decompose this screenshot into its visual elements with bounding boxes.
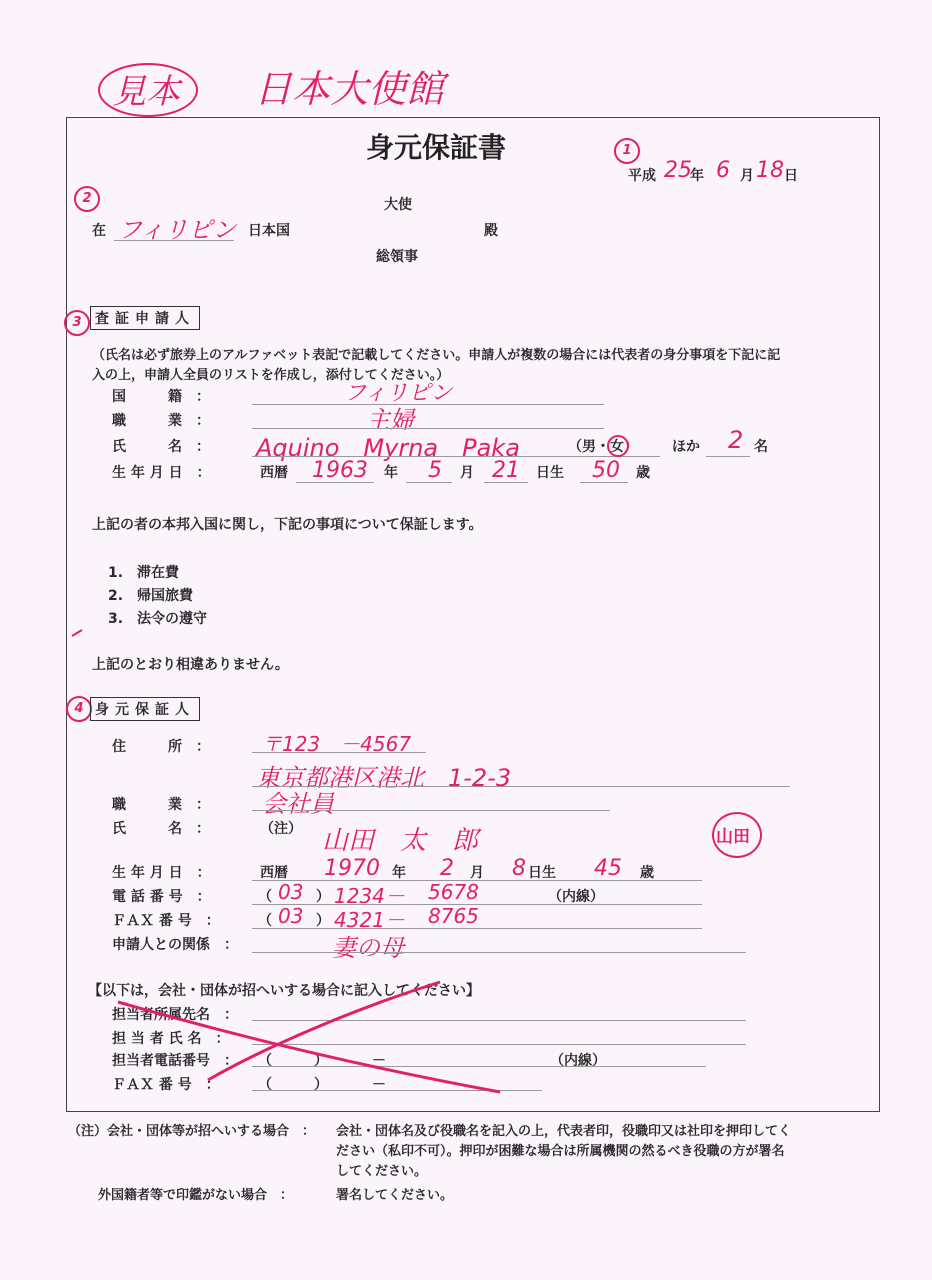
guarantor-fax-mid[interactable]: 4321－ (334, 908, 405, 932)
guarantor-birth-label: 生 年 月 日 ： (112, 865, 211, 881)
applicant-nationality-label: 国 籍 ： (112, 389, 210, 405)
page-title: 身元保証書 (366, 131, 507, 164)
date-era: 平成 (628, 168, 656, 184)
guarantor-tel-close: ） (316, 889, 330, 905)
company-tel-paren: （ ） (258, 1053, 328, 1069)
applicant-name-label: 氏 名 ： (112, 439, 210, 455)
company-fax-dash: － (372, 1077, 386, 1093)
guarantor-tel-last[interactable]: 5678 (428, 880, 479, 904)
date-year: 25 (664, 158, 692, 183)
applicant-nen: 年 (384, 465, 398, 481)
guarantee-intro: 上記の者の本邦入国に関し，下記の事項について保証します。 (92, 517, 483, 533)
company-person-label: 担 当 者 氏 名 ： (112, 1031, 230, 1047)
note1-line2: ださい（私印不可）。押印が困難な場合は所属機関の然るべき役職の方が署名 (336, 1144, 785, 1159)
applicant-age[interactable]: 50 (592, 458, 620, 483)
guarantor-birth-month[interactable]: 2 (440, 856, 454, 881)
applicant-others-count[interactable]: 2 (728, 426, 744, 454)
marker-2: 2 (74, 186, 100, 212)
applicant-umare: 日生 (536, 465, 564, 481)
applicant-heading: 査証申請人 (90, 306, 200, 330)
note1-line3: してください。 (336, 1164, 428, 1179)
marker-3: 3 (64, 310, 90, 336)
guarantor-naisen: （内線） (548, 889, 604, 905)
company-heading: 【以下は，会社・団体が招へいする場合に記入してください】 (88, 983, 480, 999)
addressee-taishi: 大使 (384, 197, 412, 213)
company-tel-dash: － (372, 1053, 386, 1069)
applicant-note-line1: （氏名は必ず旅券上のアルファベット表記で記載してください。申請人が複数の場合には代表者の身分事項を下記に記 (92, 348, 781, 363)
date-nen: 年 (690, 168, 704, 184)
company-fax-label: ＦＡＸ 番 号 ： (112, 1077, 220, 1093)
applicant-birth-day[interactable]: 21 (492, 458, 520, 483)
guarantor-seireki: 西暦 (260, 865, 288, 881)
addressee-den: 殿 (484, 223, 498, 239)
note2-label: 外国籍者等で印鑑がない場合 ： (98, 1188, 294, 1203)
applicant-note-line2: 入の上，申請人全員のリストを作成し，添付してください。） (92, 368, 450, 383)
note1-label: （注）会社・団体等が招へいする場合 ： (68, 1124, 316, 1139)
applicant-gender: （男・女） (568, 439, 638, 455)
applicant-nationality[interactable]: フィリピン (344, 381, 453, 406)
guarantor-birth-year[interactable]: 1970 (324, 856, 380, 881)
applicant-tsuki: 月 (460, 465, 474, 481)
date-tsuki: 月 (740, 168, 754, 184)
guarantee-item-1: 1. 滞在費 (108, 565, 180, 581)
guarantor-relation-label: 申請人との関係 ： (112, 937, 238, 953)
guarantor-postal[interactable]: 〒123 －4567 (262, 732, 412, 756)
guarantor-fax-area[interactable]: 03 (278, 904, 304, 928)
applicant-hoka: ほか (672, 439, 700, 455)
guarantor-occupation[interactable]: 会社員 (262, 790, 334, 818)
guarantee-closing: 上記のとおり相違ありません。 (92, 657, 289, 673)
guarantor-tsuki: 月 (470, 865, 484, 881)
guarantor-age[interactable]: 45 (594, 856, 622, 881)
date-day: 18 (756, 158, 784, 183)
guarantor-fax-close: ） (316, 913, 330, 929)
applicant-sai: 歳 (636, 465, 650, 481)
company-dept-label: 担当者所属先名 ： (112, 1007, 238, 1023)
note1-line1: 会社・団体名及び役職名を記入の上，代表者印，役職印又は社印を押印してく (336, 1124, 792, 1139)
guarantor-fax-label: ＦＡＸ 番 号 ： (112, 913, 220, 929)
guarantor-occupation-label: 職 業 ： (112, 797, 210, 813)
guarantor-tel-mid[interactable]: 1234－ (334, 884, 405, 908)
company-tel-label: 担当者電話番号 ： (112, 1053, 238, 1069)
note2-value: 署名してください。 (336, 1188, 454, 1203)
guarantor-sai: 歳 (640, 865, 654, 881)
applicant-occupation[interactable]: 主婦 (366, 406, 414, 434)
applicant-birth-year[interactable]: 1963 (312, 458, 368, 483)
guarantor-nen: 年 (392, 865, 406, 881)
addressee-country: フィリピン (118, 216, 237, 244)
guarantor-address-label: 住 所 ： (112, 739, 210, 755)
guarantor-tel-area[interactable]: 03 (278, 880, 304, 904)
addressee-nihonkoku: 日本国 (248, 223, 290, 239)
guarantee-item-3: 3. 法令の遵守 (108, 611, 208, 627)
guarantor-relation[interactable]: 妻の母 (332, 934, 404, 962)
guarantor-name-label: 氏 名 ： (112, 821, 210, 837)
applicant-occupation-label: 職 業 ： (112, 413, 210, 429)
guarantee-item-2: 2. 帰国旅費 (108, 588, 194, 604)
guarantor-tel-open: （ (258, 889, 272, 905)
applicant-birth-month[interactable]: 5 (428, 458, 442, 483)
guarantor-name[interactable]: 山田 太 郎 (322, 826, 479, 856)
guarantor-address[interactable]: 東京都港区港北 1-2-3 (256, 764, 512, 792)
guarantor-fax-last[interactable]: 8765 (428, 904, 479, 928)
date-month: 6 (716, 158, 730, 183)
guarantor-birth-day[interactable]: 8 (512, 856, 526, 881)
addressee-soryoji: 総領事 (376, 249, 418, 265)
applicant-birth-label: 生 年 月 日 ： (112, 465, 211, 481)
guarantor-name-note: （注） (260, 821, 302, 837)
embassy-header: 日本大使館 (254, 67, 445, 111)
guarantor-tel-label: 電 話 番 号 ： (112, 889, 211, 905)
date-hi: 日 (784, 168, 798, 184)
guarantor-heading: 身元保証人 (90, 697, 200, 721)
guarantor-umare: 日生 (528, 865, 556, 881)
addressee-zai: 在 (92, 223, 106, 239)
guarantor-seal-text: 山田 (716, 827, 750, 847)
company-naisen: （内線） (550, 1053, 606, 1069)
company-fax-paren: （ ） (258, 1077, 328, 1093)
applicant-name[interactable]: Aquino Myrna Paka (256, 434, 520, 462)
guarantor-fax-open: （ (258, 913, 272, 929)
marker-4: 4 (66, 696, 92, 722)
applicant-seireki: 西暦 (260, 465, 288, 481)
applicant-mei: 名 (754, 439, 768, 455)
marker-1: 1 (614, 138, 640, 164)
sample-mark: 見本 (112, 72, 180, 112)
